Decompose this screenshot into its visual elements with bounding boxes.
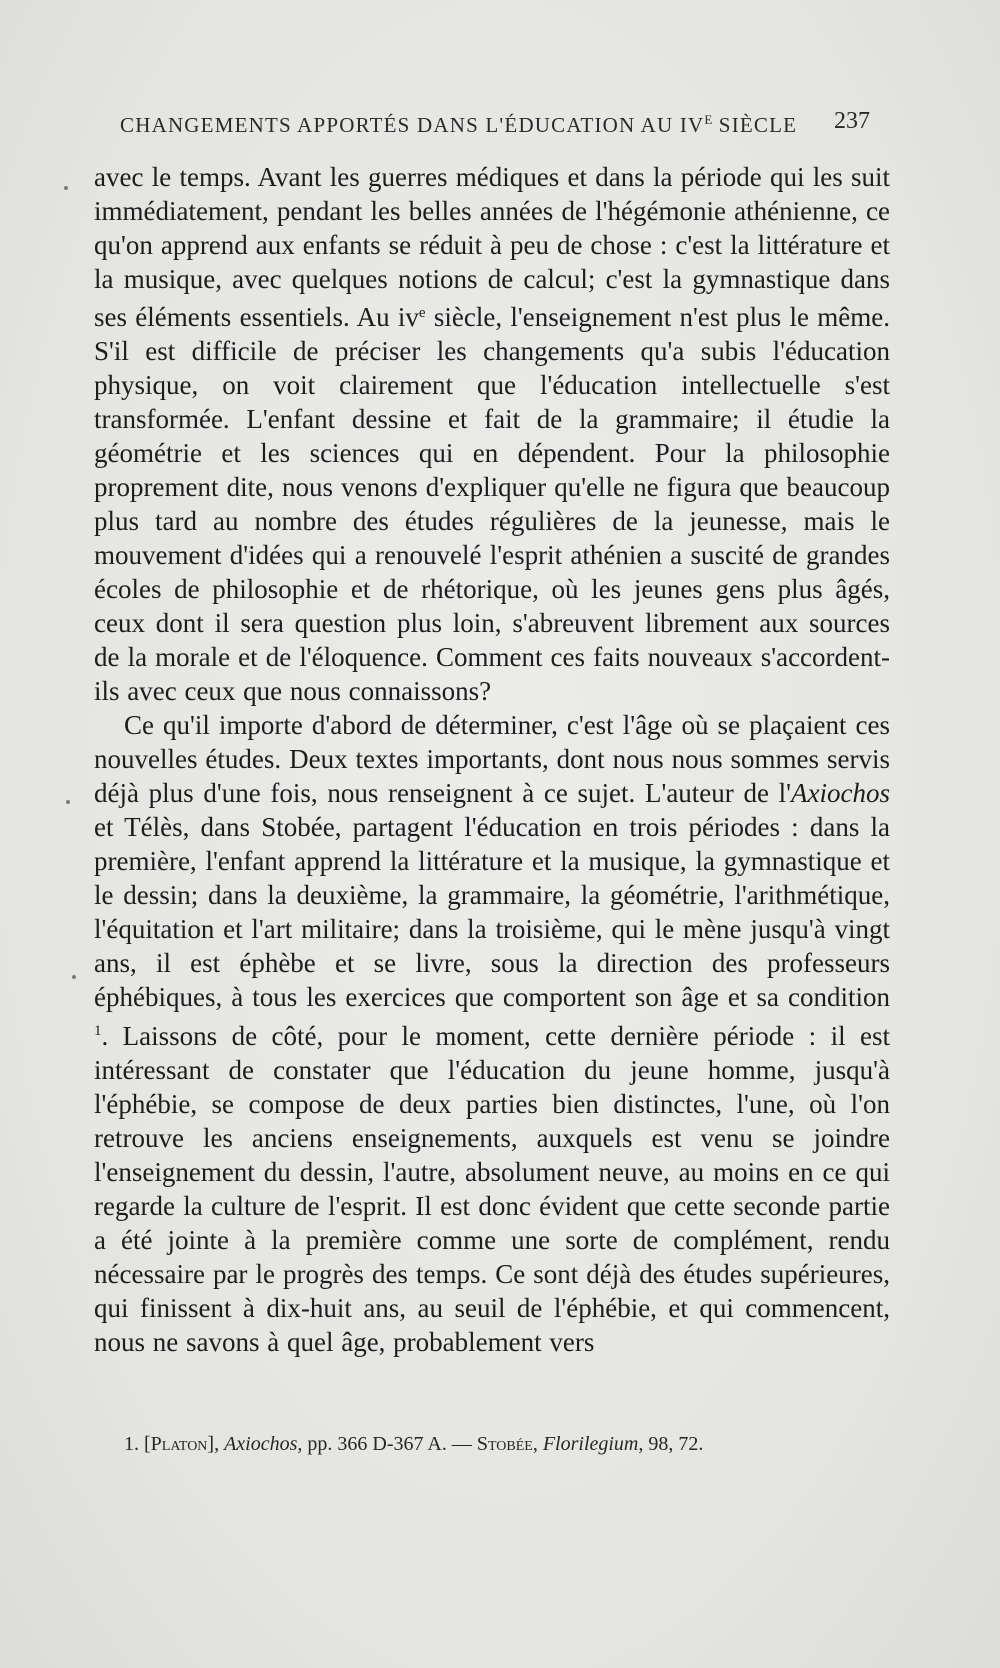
paragraph-2-text-c: . Laissons de côté, pour le moment, cette dernière période : il est intéressant de constater que l'éducation du jeune homme, jusqu'à l'éphébie, se compose de deux parties bien distinctes, l'une, où l'on retrouve les anciens enseignements, auxquels est venu se joindre l'enseignement du dessin, l'autre, absolument neuve, au moins en ce qui regarde la culture de l'esprit. Il est donc évident que cette seconde partie a été jointe à la première comme une sorte de complément, rendu nécessaire par le progrès des temps. Ce sont déjà des études supérieures, qui finissent à dix-huit ans, au seuil de l'éphébie, et qui commencent, nous ne savons à quel âge, probablement vers <box>94 1021 890 1357</box>
paragraph-2 <box>94 708 890 1359</box>
footnote-work-2: Florilegium, <box>542 1433 644 1455</box>
paragraph-2-text-b: et Télès, dans Stobée, partagent l'éducation en trois périodes : dans la première, l'enfant apprend la littérature et la musique, la gymnastique et le dessin; dans la deuxième, la grammaire, la géométrie, l'arithmétique, l'équitation et l'art militaire; dans la troisième, qui le mène jusqu'à vingt ans, il est éphèbe et se livre, sous la direction des professeurs éphébiques, à tous les exercices que comportent son âge et sa condition <box>94 812 890 1012</box>
century-superscript: e <box>418 305 426 321</box>
paper-speck <box>72 975 76 979</box>
running-title-superscript: E <box>704 112 713 127</box>
footnote-work: Axiochos, <box>224 1433 303 1455</box>
paper-speck <box>64 186 68 190</box>
running-title-text: CHANGEMENTS APPORTÉS DANS L'ÉDUCATION AU IV <box>120 113 705 137</box>
paragraph-1-text-b: siècle, l'enseignement n'est plus le même. S'il est difficile de préciser les changements qu'a subis l'éducation physique, on voit clairement que l'éducation intellectuelle s'est transformée. L'enfant dessine et fait de la grammaire; il étudie la géométrie et les sciences qui en dépendent. Pour la philosophie proprement dite, nous venons d'expliquer qu'elle ne figura que beaucoup plus tard au nombre des études régulières de la jeunesse, mais le mouvement d'idées qui a renouvelé l'esprit athénien a suscité de grandes écoles de philosophie et de rhétorique, où les jeunes gens plus âgés, ceux dont il sera question plus loin, s'abreuvent librement aux sources de la morale et de l'éloquence. Comment ces faits nouveaux s'accordent-ils avec ceux que nous connaissons? <box>94 302 891 706</box>
page-number: 237 <box>834 108 870 134</box>
footnote-pages: pp. 366 D-367 A. — <box>302 1433 477 1455</box>
footnote <box>124 1430 884 1458</box>
paragraph-1 <box>94 160 890 708</box>
paper-speck <box>66 800 70 804</box>
paragraph-1-text-a: avec le temps. Avant les guerres médiques et dans la période qui les suit immédiatement, pendant les belles années de l'hégémonie athénienne, ce qu'on apprend aux enfants se réduit à peu de chose : c'est la littérature et la musique, avec quelques notions de calcul; c'est la gymnastique dans ses éléments essentiels. Au iv <box>94 162 890 332</box>
running-title <box>120 112 797 138</box>
running-head <box>120 108 870 146</box>
paragraph-2-text-a: Ce qu'il importe d'abord de déterminer, c'est l'âge où se plaçaient ces nouvelles études. Deux textes importants, dont nous nous sommes servis déjà plus d'une fois, nous renseignent à ce sujet. L'auteur de l' <box>94 710 890 808</box>
footnote-author: [Platon], <box>144 1433 220 1455</box>
footnote-reference[interactable]: 1 <box>94 1023 102 1039</box>
footnote-number: 1. <box>124 1433 139 1455</box>
axiochos-title: Axiochos <box>791 778 890 808</box>
running-title-suffix: SIÈCLE <box>712 113 798 137</box>
footnote-ref: 98, 72. <box>643 1433 704 1455</box>
body-text <box>94 160 890 1359</box>
footnote-author-2: Stobée, <box>476 1433 538 1455</box>
